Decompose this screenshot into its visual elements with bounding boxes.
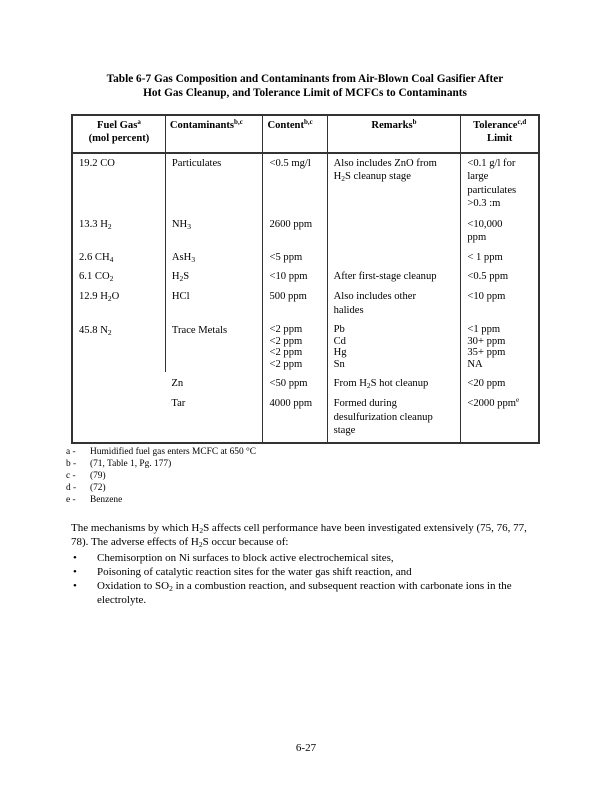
page-number: 6-27 <box>295 742 317 754</box>
table-header-row <box>72 115 539 153</box>
content-cell: <2 ppm <2 ppm <2 ppm <2 ppm <box>263 319 327 372</box>
remarks-cell <box>327 213 461 247</box>
tolerance-cell: <0.5 ppm <box>461 267 539 285</box>
bullet-item: • Chemisorption on Ni surfaces to block active electrochemical sites, <box>73 552 394 564</box>
table-row <box>72 213 539 247</box>
body-paragraph: The mechanisms by which $H_2S$ affects cell performance have been investigated extensively (75, 76, 77, 78). The adverse effects of $H_2S$ occur because of: <box>71 522 527 549</box>
fuel-gas-cell: 2.6 $CH_4$ <box>79 252 114 265</box>
footnote: d - (72) <box>66 483 106 493</box>
contaminant-cell: Trace Metals <box>165 319 263 372</box>
table-row <box>72 267 539 285</box>
header-fuel-gas: Fuel Gas$^a$ (mol percent) <box>72 115 165 153</box>
remarks-cell: Pb Cd Hg Sn <box>327 319 461 372</box>
contaminant-cell: $H_2S$ <box>165 267 263 285</box>
remarks-cell: From $H_2S$ hot cleanup <box>327 372 461 392</box>
gas-composition-table <box>71 114 540 444</box>
header-content: Content$^{b,c}$ <box>263 115 327 153</box>
remarks-cell: Also includes other halides <box>327 285 461 319</box>
contaminant-cell: Tar <box>171 398 186 410</box>
remarks-cell: After first-stage cleanup <box>327 267 461 285</box>
tolerance-cell: <2000 ppm$^e$ <box>461 392 539 442</box>
contaminant-cell: Zn <box>171 378 184 390</box>
tolerance-cell: < 1 ppm <box>461 246 539 266</box>
remarks-cell <box>327 246 461 266</box>
bullet-icon: • <box>73 580 77 592</box>
contaminant-cell: $NH_3$ <box>165 213 263 247</box>
fuel-gas-cell: 45.8 $N_2$ <box>79 325 112 338</box>
table-footnotes <box>66 446 256 506</box>
header-tolerance-limit: Tolerance$^{c,d}$ Limit <box>461 115 539 153</box>
caption-line-2: Hot Gas Cleanup, and Tolerance Limit of MCFCs to Contaminants <box>143 87 467 99</box>
table-caption <box>60 72 550 100</box>
table-row <box>72 285 539 319</box>
bullet-item: • Poisoning of catalytic reaction sites for the water gas shift reaction, and <box>73 566 412 578</box>
remarks-cell: Also includes ZnO from $H_2S$ cleanup stage <box>327 153 461 213</box>
remarks-cell: Formed during desulfurization cleanup stage <box>327 392 461 442</box>
bullet-icon: • <box>73 566 77 578</box>
table-row <box>72 153 539 213</box>
content-cell: 500 ppm <box>263 285 327 319</box>
content-cell: <0.5 mg/l <box>263 153 327 213</box>
fuel-gas-cell: 19.2 CO <box>79 158 115 169</box>
header-contaminants: Contaminants$^{b,c}$ <box>165 115 263 153</box>
fuel-gas-cell: 13.3 $H_2$ <box>79 218 112 231</box>
fuel-gas-cell: 6.1 $CO_2$ <box>79 270 114 283</box>
header-remarks: Remarks$^b$ <box>327 115 461 153</box>
table-row <box>72 319 539 372</box>
tolerance-cell: <10 ppm <box>461 285 539 319</box>
contaminant-cell: HCl <box>165 285 263 319</box>
bullet-icon: • <box>73 552 77 564</box>
footnote: a - Humidified fuel gas enters MCFC at 650 °C <box>66 447 256 457</box>
content-cell: <10 ppm <box>263 267 327 285</box>
fuel-gas-cell: 12.9 $H_2O$ <box>79 291 120 304</box>
bullet-item: • Oxidation to $SO_2$ in a combustion reaction, and subsequent reaction with carbonate ions in the electrolyte. <box>73 580 512 606</box>
tolerance-cell: <1 ppm 30+ ppm 35+ ppm NA <box>461 319 539 372</box>
tolerance-cell: <10,000 ppm <box>461 213 539 247</box>
content-cell: 2600 ppm <box>263 213 327 247</box>
contaminant-cell: AsH$_3$ <box>165 246 263 266</box>
footnote: c - (79) <box>66 471 106 481</box>
tolerance-cell: <20 ppm <box>461 372 539 392</box>
footnote: e - Benzene <box>66 495 123 505</box>
content-cell: 4000 ppm <box>263 392 327 442</box>
contaminant-cell: Particulates <box>165 153 263 213</box>
tolerance-cell: <0.1 g/l for large particulates >0.3 :m <box>461 153 539 213</box>
bullet-list <box>71 551 546 607</box>
table-row <box>72 246 539 266</box>
caption-line-1: Table 6-7 Gas Composition and Contaminants from Air-Blown Coal Gasifier After <box>106 73 504 85</box>
content-cell: <5 ppm <box>263 246 327 266</box>
footnote: b - (71, Table 1, Pg. 177) <box>66 459 172 469</box>
content-cell: <50 ppm <box>263 372 327 392</box>
